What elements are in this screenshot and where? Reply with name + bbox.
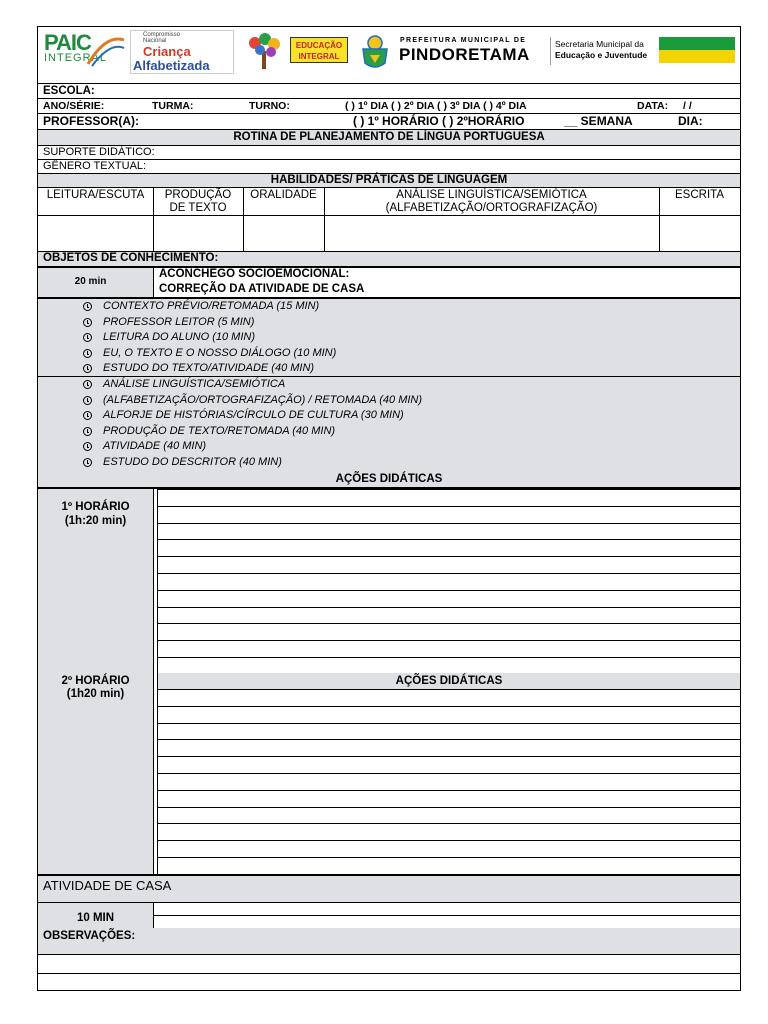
col-analise-header-2: (ALFABETIZAÇÃO/ORTOGRAFIZAÇÃO)	[385, 202, 598, 214]
tree-logo-icon	[243, 31, 285, 71]
acao-line-horario-1[interactable]	[158, 608, 740, 624]
activity-item-label: ESTUDO DO DESCRITOR (40 MIN)	[103, 456, 282, 468]
horario-options[interactable]: ( ) 1º HORÁRIO ( ) 2ºHORÁRIO	[353, 114, 525, 128]
acao-line-horario-2[interactable]	[158, 808, 740, 824]
activity-item-label: ALFORJE DE HISTÓRIAS/CÍRCULO DE CULTURA (30 MIN)	[103, 409, 404, 422]
habilidades-title: HABILIDADES/ PRÁTICAS DE LINGUAGEM	[270, 174, 508, 186]
paic-swoosh-icon	[86, 32, 126, 68]
atividade-casa-input[interactable]	[154, 903, 740, 928]
clock-icon	[83, 333, 92, 342]
turno-label: TURNO:	[249, 100, 290, 112]
prefeitura-small-text: PREFEITURA MUNICIPAL DE	[400, 37, 527, 44]
municipal-flag	[659, 37, 735, 63]
lesson-plan-form	[37, 26, 741, 991]
col-escrita-header: ESCRITA	[675, 189, 724, 201]
col-producao-header-2: DE TEXTO	[169, 202, 227, 214]
activity-item-label: LEITURA DO ALUNO (10 MIN)	[103, 331, 255, 344]
acao-line-horario-2[interactable]	[158, 841, 740, 857]
activity-item	[83, 409, 404, 422]
objetos-label: OBJETOS DE CONHECIMENTO:	[43, 252, 219, 264]
professor-label: PROFESSOR(A):	[43, 114, 139, 128]
genero-label: GÊNERO TEXTUAL:	[43, 160, 147, 172]
acao-line-horario-2[interactable]	[158, 791, 740, 807]
acoes-title-2: AÇÕES DIDÁTICAS	[395, 675, 503, 687]
suporte-label: SUPORTE DIDÁTICO:	[43, 146, 155, 158]
prefeitura-name: PINDORETAMA	[399, 45, 530, 64]
escola-label: ESCOLA:	[43, 85, 95, 97]
acoes-title: AÇÕES DIDÁTICAS	[335, 473, 443, 485]
observacoes-input[interactable]	[38, 955, 740, 990]
dia-options[interactable]: ( ) 1º DIA ( ) 2º DIA ( ) 3º DIA ( ) 4º DIA	[345, 100, 527, 112]
col-leitura-header: LEITURA/ESCUTA	[46, 189, 145, 201]
activity-item	[83, 378, 285, 391]
clock-icon	[83, 349, 92, 358]
acao-line-horario-1[interactable]	[158, 591, 740, 607]
secretaria-line-2: Educação e Juventude	[555, 50, 648, 60]
data-label: DATA:	[637, 100, 669, 112]
paic-logo-title: PAIC	[44, 30, 91, 55]
cell-leitura-input[interactable]	[38, 216, 153, 251]
acao-line-horario-2[interactable]	[158, 824, 740, 840]
prefeitura-logo	[398, 35, 548, 67]
clock-icon	[83, 302, 92, 311]
activity-item-label: PROFESSOR LEITOR (5 MIN)	[103, 315, 255, 328]
cell-escrita-input[interactable]	[660, 216, 740, 251]
semana-label: __ SEMANA	[564, 114, 633, 128]
min20-label: 20 min	[74, 276, 107, 287]
min10-label: 10 MIN	[76, 912, 115, 924]
correcao-label: CORREÇÃO DA ATIVIDADE DE CASA	[159, 283, 365, 295]
horario-1-duration: (1h:20 min)	[64, 515, 127, 527]
acao-line-horario-2[interactable]	[158, 774, 740, 790]
dia-label: DIA:	[678, 114, 703, 128]
activity-item-label: ESTUDO DO TEXTO/ATIVIDADE (40 MIN)	[103, 362, 315, 375]
clock-icon	[83, 442, 92, 451]
acao-line-horario-2[interactable]	[158, 724, 740, 740]
educacao-logo-text: EDUCAÇÃO INTEGRAL	[295, 41, 343, 61]
horario-1-label: 1º HORÁRIO	[61, 501, 130, 513]
cell-oralidade-input[interactable]	[244, 216, 324, 251]
activity-item-label: (ALFABETIZAÇÃO/ORTOGRAFIZAÇÃO) / RETOMADA (40 MIN)	[103, 393, 423, 406]
crianca-title-2: Alfabetizada	[133, 58, 210, 73]
acao-line-horario-2[interactable]	[158, 858, 740, 874]
flag-green-band	[659, 37, 735, 50]
cell-analise-input[interactable]	[325, 216, 659, 251]
col-oralidade-header: ORALIDADE	[250, 189, 317, 201]
col-analise-header-1: ANÁLISE LINGUÍSTICA/SEMIÓTICA	[396, 189, 587, 201]
crianca-small-1: Compromisso	[143, 32, 181, 38]
educacao-integral-logo	[290, 37, 348, 63]
acao-line-horario-1[interactable]	[158, 574, 740, 590]
clock-icon	[83, 364, 92, 373]
clock-icon	[83, 396, 92, 405]
acao-line-horario-2[interactable]	[158, 740, 740, 756]
activity-item	[83, 425, 335, 438]
acao-line-horario-1[interactable]	[158, 540, 740, 556]
clock-icon	[83, 458, 92, 467]
activity-item	[83, 300, 319, 313]
clock-icon	[83, 411, 92, 420]
secretaria-line-1: Secretaria Municipal da	[555, 39, 644, 49]
activity-item	[83, 331, 255, 344]
acao-line-horario-1[interactable]	[158, 658, 740, 674]
activity-item	[83, 440, 206, 453]
activity-item-label: CONTEXTO PRÉVIO/RETOMADA (15 MIN)	[103, 300, 320, 312]
crianca-small-2: Nacional	[143, 38, 167, 44]
secretaria-logo	[555, 39, 659, 65]
atividade-casa-label: ATIVIDADE DE CASA	[43, 878, 172, 893]
acao-line-horario-1[interactable]	[158, 557, 740, 573]
activity-item	[83, 347, 336, 360]
activity-item	[83, 394, 422, 407]
paic-integral-logo	[42, 30, 124, 74]
activity-item-label: PRODUÇÃO DE TEXTO/RETOMADA (40 MIN)	[103, 424, 336, 437]
flag-yellow-band	[659, 50, 735, 63]
pindoretama-coat-of-arms-icon	[358, 33, 392, 71]
cell-producao-input[interactable]	[154, 216, 243, 251]
activity-item-label: ATIVIDADE (40 MIN)	[103, 440, 207, 453]
acao-line-horario-1[interactable]	[158, 507, 740, 523]
clock-icon	[83, 318, 92, 327]
acao-line-horario-1[interactable]	[158, 624, 740, 640]
clock-icon	[83, 380, 92, 389]
acao-line-horario-1[interactable]	[158, 641, 740, 657]
acao-line-horario-1[interactable]	[158, 490, 740, 506]
clock-icon	[83, 427, 92, 436]
horario-2-duration: (1h20 min)	[66, 688, 125, 700]
turma-label: TURMA:	[152, 100, 194, 112]
activity-item	[83, 456, 282, 469]
horario-2-label: 2º HORÁRIO	[61, 675, 130, 687]
observacoes-label: OBSERVAÇÕES:	[43, 930, 136, 942]
acao-line-horario-2[interactable]	[158, 690, 740, 706]
activity-item	[83, 362, 314, 375]
data-slashes[interactable]: / /	[683, 100, 692, 112]
acao-line-horario-1[interactable]	[158, 524, 740, 540]
crianca-alfabetizada-logo	[130, 30, 234, 74]
acao-line-horario-2[interactable]	[158, 707, 740, 723]
activity-item-label: EU, O TEXTO E O NOSSO DIÁLOGO (10 MIN)	[103, 346, 337, 359]
activity-item	[83, 316, 254, 329]
aconchego-label: ACONCHEGO SOCIOEMOCIONAL:	[159, 268, 350, 280]
crianca-title-1: Criança	[143, 44, 191, 59]
activity-item-label: ANÁLISE LINGUÍSTICA/SEMIÓTICA	[103, 378, 286, 390]
rotina-title: ROTINA DE PLANEJAMENTO DE LÍNGUA PORTUGUESA	[233, 131, 545, 143]
col-producao-header-1: PRODUÇÃO	[164, 189, 232, 201]
paic-logo-subtitle: INTEGRAL	[44, 52, 108, 64]
acao-line-horario-2[interactable]	[158, 757, 740, 773]
ano-serie-label: ANO/SÉRIE:	[43, 100, 105, 112]
